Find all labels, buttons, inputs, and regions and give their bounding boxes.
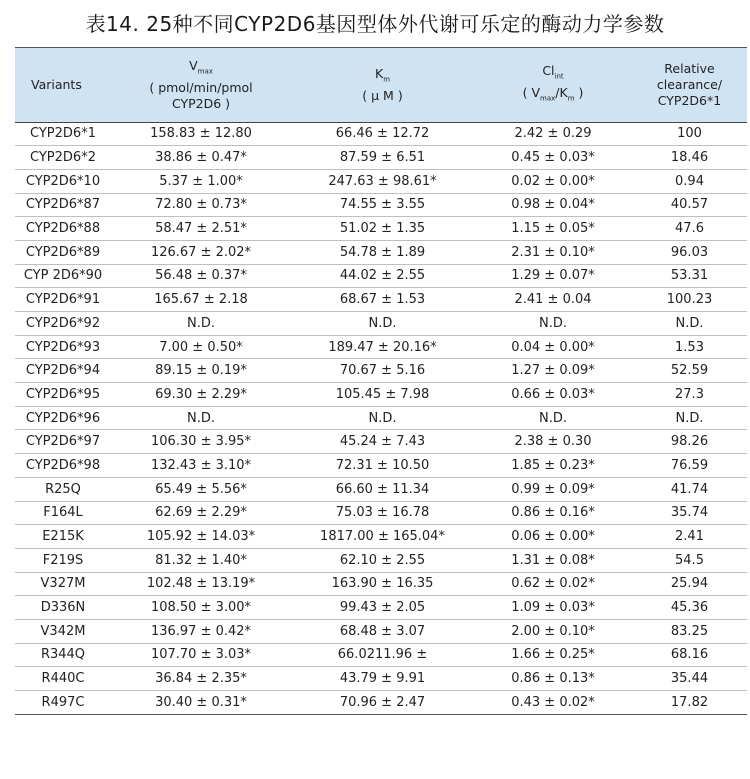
cell-variant: CYP 2D6*90 [15,264,111,288]
table-body [15,122,747,714]
header-row [15,48,747,122]
cell-variant: R25Q [15,477,111,501]
header-km [291,48,474,122]
cell-clint: 0.62 ± 0.02* [474,572,632,596]
cell-clint: 0.99 ± 0.09* [474,477,632,501]
table-row [15,525,747,549]
cell-clint: 0.43 ± 0.02* [511,695,595,711]
kinetics-table-container [15,47,747,715]
header-relative-clearance: Relative clearance/ CYP2D6*1 [632,48,747,122]
cell-vmax: 65.49 ± 5.56* [111,477,291,501]
cell-variant: CYP2D6*91 [15,288,111,312]
cell-vmax: 136.97 ± 0.42* [111,619,291,643]
cell-vmax: 56.48 ± 0.37* [111,264,291,288]
header-vmax-line3: CYP2D6 ) [171,95,231,111]
cell-relative-clearance: 2.41 [632,525,747,549]
cell-variant: CYP2D6*10 [15,169,111,193]
cell-km: 70.96 ± 2.47 [339,695,426,711]
cell-km: 1817.00 ± 165.04* [291,525,474,549]
cell-vmax: 38.86 ± 0.47* [111,146,291,170]
header-vmax-line2: ( pmol/min/pmol [149,79,253,95]
cell-relative-clearance: 17.82 [670,695,709,711]
cell-variant: E215K [15,525,111,549]
header-km-line1: $K_m$ [374,66,391,84]
cell-clint: 1.85 ± 0.23* [474,454,632,478]
table-row [15,122,747,146]
cell-clint: 0.06 ± 0.00* [474,525,632,549]
cell-vmax: 108.50 ± 3.00* [111,596,291,620]
cell-relative-clearance: N.D. [632,312,747,336]
table-row [15,454,747,478]
cell-km: 189.47 ± 20.16* [291,335,474,359]
table-row [15,501,747,525]
table-row [15,383,747,407]
header-clint-line1: $Cl_{int}$ [542,63,564,81]
header-variants: Variants [15,48,111,122]
cell-relative-clearance: 27.3 [632,383,747,407]
cell-km: 74.55 ± 3.55 [291,193,474,217]
cell-vmax: 132.43 ± 3.10* [111,454,291,478]
cell-km: 44.02 ± 2.55 [291,264,474,288]
table-row [15,643,747,667]
cell-vmax: 105.92 ± 14.03* [111,525,291,549]
cell-relative-clearance: 0.94 [632,169,747,193]
cell-km: 68.48 ± 3.07 [291,619,474,643]
cell-clint: 2.41 ± 0.04 [474,288,632,312]
cell-variant: D336N [15,596,111,620]
cell-vmax: 36.84 ± 2.35* [111,667,291,691]
cell-relative-clearance: 35.44 [632,667,747,691]
cell-clint: 2.31 ± 0.10* [474,240,632,264]
cell-vmax: 89.15 ± 0.19* [111,359,291,383]
cell-relative-clearance: N.D. [632,406,747,430]
cell-vmax: 7.00 ± 0.50* [111,335,291,359]
cell-vmax: 58.47 ± 2.51* [111,217,291,241]
cell-variant: F219S [15,548,111,572]
table-row [15,691,747,715]
cell-vmax: N.D. [111,312,291,336]
table-row [15,596,747,620]
cell-km: 45.24 ± 7.43 [291,430,474,454]
cell-relative-clearance: 18.46 [632,146,747,170]
cell-relative-clearance: 47.6 [632,217,747,241]
cell-vmax: 81.32 ± 1.40* [111,548,291,572]
header-clint [474,48,632,122]
cell-clint: 2.00 ± 0.10* [474,619,632,643]
table-row [15,406,747,430]
cell-relative-clearance: 54.5 [632,548,747,572]
table-row [15,146,747,170]
cell-variant: CYP2D6*92 [15,312,111,336]
cell-variant: CYP2D6*97 [15,430,111,454]
cell-clint: 1.31 ± 0.08* [474,548,632,572]
table-row [15,667,747,691]
cell-relative-clearance: 83.25 [632,619,747,643]
cell-relative-clearance: 1.53 [632,335,747,359]
table-title: 表14. 25种不同CYP2D6基因型体外代谢可乐定的酶动力学参数 [85,12,665,36]
cell-km: 72.31 ± 10.50 [291,454,474,478]
cell-relative-clearance: 45.36 [632,596,747,620]
cell-variant: R344Q [15,643,111,667]
cell-km: 75.03 ± 16.78 [291,501,474,525]
table-row [15,288,747,312]
cell-variant: CYP2D6*96 [15,406,111,430]
cell-variant: R440C [15,667,111,691]
cell-clint: 0.04 ± 0.00* [474,335,632,359]
table-row [15,572,747,596]
table-header [15,48,747,122]
cell-clint: N.D. [474,312,632,336]
cell-relative-clearance: 100.23 [632,288,747,312]
cell-clint: 1.09 ± 0.03* [474,596,632,620]
cell-km: 247.63 ± 98.61* [291,169,474,193]
table-row [15,193,747,217]
cell-variant: V327M [15,572,111,596]
cell-relative-clearance: 68.16 [632,643,747,667]
cell-clint: 2.38 ± 0.30 [474,430,632,454]
cell-km: 54.78 ± 1.89 [291,240,474,264]
cell-km: 62.10 ± 2.55 [291,548,474,572]
table-row [15,264,747,288]
cell-relative-clearance: 35.74 [632,501,747,525]
header-clint-line2: ( $V_{max}/K_m$ ) [522,84,584,103]
cell-variant: CYP2D6*2 [15,146,111,170]
cell-clint: 0.66 ± 0.03* [474,383,632,407]
cell-relative-clearance: 41.74 [632,477,747,501]
cell-km: 66.60 ± 11.34 [291,477,474,501]
cell-clint: 0.02 ± 0.00* [474,169,632,193]
cell-vmax: 72.80 ± 0.73* [111,193,291,217]
cell-relative-clearance: 25.94 [632,572,747,596]
cell-vmax: 107.70 ± 3.03* [111,643,291,667]
cell-vmax: 158.83 ± 12.80 [111,122,291,146]
cell-clint: 2.42 ± 0.29 [474,122,632,146]
cell-variant: CYP2D6*87 [15,193,111,217]
cell-vmax: 126.67 ± 2.02* [111,240,291,264]
table-row [15,548,747,572]
cell-vmax: 30.40 ± 0.31* [155,695,247,711]
cell-relative-clearance: 96.03 [632,240,747,264]
cell-relative-clearance: 52.59 [632,359,747,383]
cell-km: 99.43 ± 2.05 [291,596,474,620]
cell-variant: CYP2D6*88 [15,217,111,241]
cell-clint: 1.27 ± 0.09* [474,359,632,383]
table-row [15,240,747,264]
cell-vmax: 102.48 ± 13.19* [111,572,291,596]
header-vmax [111,48,291,122]
cell-vmax: 69.30 ± 2.29* [111,383,291,407]
cell-vmax: 106.30 ± 3.95* [111,430,291,454]
cell-clint: 1.66 ± 0.25* [474,643,632,667]
cell-km: 68.67 ± 1.53 [291,288,474,312]
table-row [15,312,747,336]
table-row [15,359,747,383]
cell-vmax: 62.69 ± 2.29* [111,501,291,525]
cell-km: N.D. [291,312,474,336]
cell-relative-clearance: 100 [632,122,747,146]
cell-relative-clearance: 53.31 [632,264,747,288]
cell-km: 43.79 ± 9.91 [291,667,474,691]
cell-km: 163.90 ± 16.35 [291,572,474,596]
kinetics-table [15,48,747,714]
cell-km: N.D. [291,406,474,430]
cell-variant: CYP2D6*89 [15,240,111,264]
cell-clint: 0.98 ± 0.04* [474,193,632,217]
cell-clint: 0.86 ± 0.13* [474,667,632,691]
cell-vmax: 5.37 ± 1.00* [111,169,291,193]
table-row [15,430,747,454]
cell-km: 51.02 ± 1.35 [291,217,474,241]
cell-vmax: 165.67 ± 2.18 [111,288,291,312]
header-vmax-line1: $V_{max}$ [189,58,213,76]
cell-km: 66.46 ± 12.72 [291,122,474,146]
cell-variant: CYP2D6*1 [15,122,111,146]
cell-variant: CYP2D6*95 [15,383,111,407]
cell-relative-clearance: 98.26 [632,430,747,454]
cell-clint: 1.15 ± 0.05* [474,217,632,241]
cell-variant: CYP2D6*94 [15,359,111,383]
cell-relative-clearance: 76.59 [632,454,747,478]
table-row [15,169,747,193]
cell-clint: 0.45 ± 0.03* [474,146,632,170]
cell-km: 70.67 ± 5.16 [291,359,474,383]
cell-clint: N.D. [474,406,632,430]
cell-km: 105.45 ± 7.98 [291,383,474,407]
cell-variant: CYP2D6*98 [15,454,111,478]
cell-km: 66.0211.96 ± [291,643,474,667]
cell-relative-clearance: 40.57 [632,193,747,217]
table-row [15,217,747,241]
cell-variant: F164L [15,501,111,525]
cell-clint: 0.86 ± 0.16* [474,501,632,525]
table-row [15,335,747,359]
cell-variant: CYP2D6*93 [15,335,111,359]
table-row [15,477,747,501]
cell-vmax: N.D. [111,406,291,430]
header-km-line2: ( μ M ) [362,87,403,103]
cell-variant: R497C [41,695,85,711]
cell-clint: 1.29 ± 0.07* [474,264,632,288]
table-row [15,619,747,643]
cell-variant: V342M [15,619,111,643]
cell-km: 87.59 ± 6.51 [291,146,474,170]
